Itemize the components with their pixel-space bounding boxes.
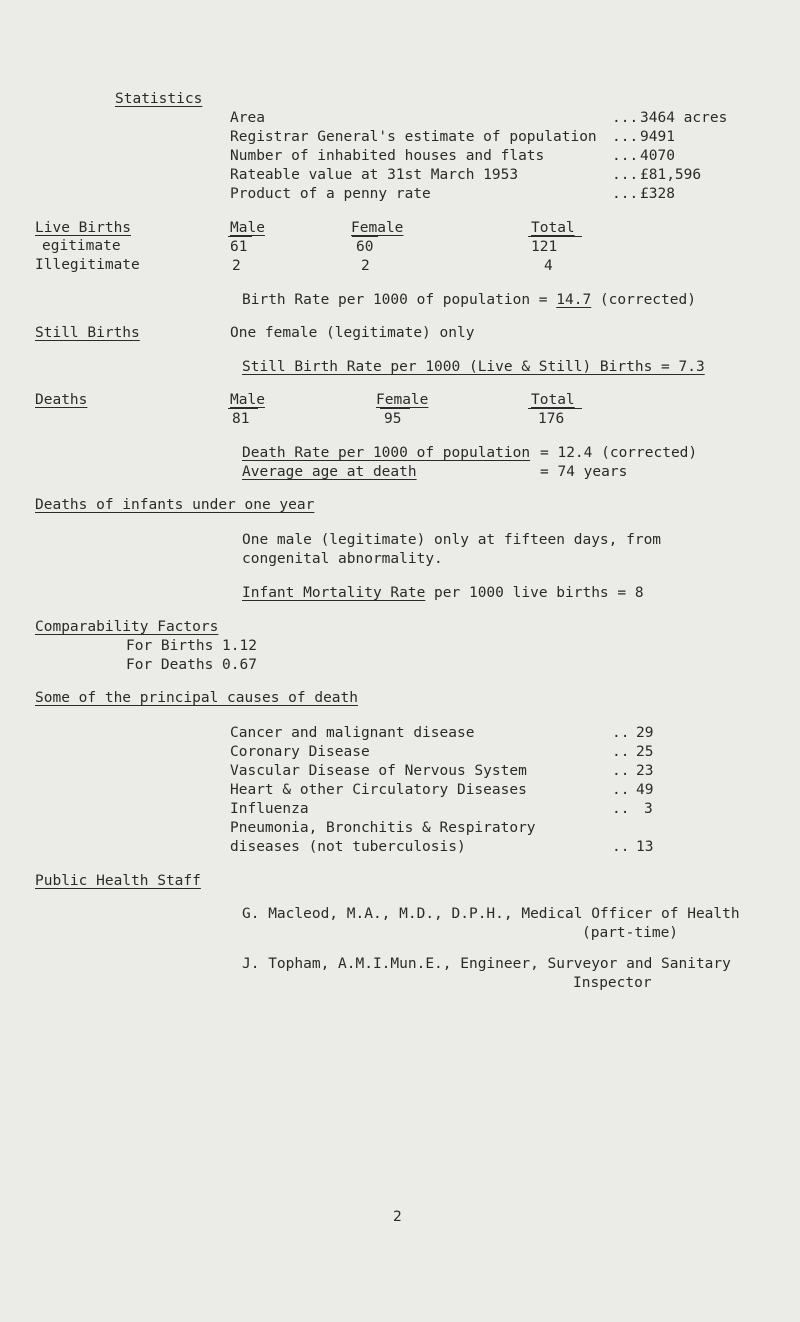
houses-label: Number of inhabited houses and flats [230,148,545,164]
legit-male-rule [228,236,252,237]
cause-label: Influenza [230,801,309,817]
area-value: 3464 acres [640,110,728,126]
area-label: Area [230,110,265,126]
birth-rate-label: Birth Rate per 1000 of population = [242,292,557,308]
deaths-female-rule [380,408,410,409]
col-male: Male [230,220,265,236]
average-age-value: = 74 years [540,464,628,480]
cause-label: Coronary Disease [230,744,370,760]
comparability-births: For Births 1.12 [126,638,257,654]
illegit-male: 2 [232,258,241,274]
legit-total: 121 [531,239,558,255]
cause-value: 25 [636,744,654,760]
staff-line-2: (part-time) [582,925,679,941]
deaths-male: 81 [232,411,250,427]
still-birth-rate-line [242,360,705,375]
cause-dots: .. [612,744,630,760]
deaths-male-rule [228,408,258,409]
infant-line-2: congenital abnormality. [242,551,443,567]
deaths-total: 176 [538,411,565,427]
area-dots: ... [612,110,639,126]
still-birth-rate-value: 7.3 [678,359,705,375]
deaths-female: 95 [384,411,402,427]
cause-label: Pneumonia, Bronchitis & Respiratory [230,820,536,836]
penny-value: £328 [640,186,675,202]
houses-dots: ... [612,148,639,164]
deaths-col-female: Female [376,392,429,408]
cause-value: 13 [636,839,654,855]
infant-line-1: One male (legitimate) only at fifteen days, from [242,532,662,548]
cause-dots: .. [612,782,630,798]
comparability-heading: Comparability Factors [35,619,219,635]
illegit-female: 2 [361,258,370,274]
staff-heading: Public Health Staff [35,873,201,889]
cause-value: 29 [636,725,654,741]
infant-rate-text: per 1000 live births = 8 [425,585,644,601]
birth-rate-value: 14.7 [556,292,592,308]
still-births-heading: Still Births [35,325,140,341]
cause-label: Cancer and malignant disease [230,725,475,741]
cause-value: 23 [636,763,654,779]
statistics-heading: Statistics [115,91,203,107]
deaths-col-male: Male [230,392,265,408]
live-births-heading: Live Births [35,220,132,236]
death-rate-value: = 12.4 (corrected) [540,445,698,461]
cause-dots: .. [612,801,630,817]
rateable-dots: ... [612,167,639,183]
staff-line-1: G. Macleod, M.A., M.D., D.P.H., Medical Officer of Health [242,906,740,922]
average-age-label: Average age at death [242,464,417,480]
staff-line-3: J. Topham, A.M.I.Mun.E., Engineer, Surveyor and Sanitary [242,956,731,972]
penny-dots: ... [612,186,639,202]
population-label: Registrar General's estimate of population [230,129,597,145]
rateable-label: Rateable value at 31st March 1953 [230,167,519,183]
col-female: Female [351,220,404,236]
infant-rate-label: Infant Mortality Rate [242,585,426,601]
infant-rate-line [242,586,644,601]
houses-value: 4070 [640,148,675,164]
rateable-value: £81,596 [640,167,702,183]
illegit-total: 4 [544,258,553,274]
deaths-col-total: Total [531,392,575,408]
cause-label: diseases (not tuberculosis) [230,839,466,855]
legit-male: 61 [230,239,248,255]
staff-line-4: Inspector [573,975,652,991]
birth-rate-suffix: (corrected) [591,292,696,308]
cause-label: Heart & other Circulatory Diseases [230,782,527,798]
cause-dots: .. [612,763,630,779]
page-number: 2 [393,1209,402,1225]
illegitimate-row-label: Illegitimate [35,257,140,273]
death-rate-label: Death Rate per 1000 of population [242,445,531,461]
legit-female: 60 [356,239,374,255]
col-total: Total [531,220,575,236]
deaths-total-rule [528,408,582,409]
population-value: 9491 [640,129,675,145]
cause-dots: .. [612,839,630,855]
population-dots: ... [612,129,639,145]
cause-value: 3 [644,801,653,817]
legit-female-rule [352,236,378,237]
deaths-heading: Deaths [35,392,88,408]
infant-deaths-heading: Deaths of infants under one year [35,497,315,513]
birth-rate-line [242,293,696,308]
still-births-text: One female (legitimate) only [230,325,475,341]
still-birth-rate-label: Still Birth Rate per 1000 (Live & Still) Births = [242,359,679,375]
cause-value: 49 [636,782,654,798]
legit-total-rule [528,236,582,237]
cause-dots: .. [612,725,630,741]
cause-label: Vascular Disease of Nervous System [230,763,527,779]
penny-label: Product of a penny rate [230,186,431,202]
causes-heading: Some of the principal causes of death [35,690,359,706]
comparability-deaths: For Deaths 0.67 [126,657,257,673]
legitimate-row-label: egitimate [42,238,121,254]
